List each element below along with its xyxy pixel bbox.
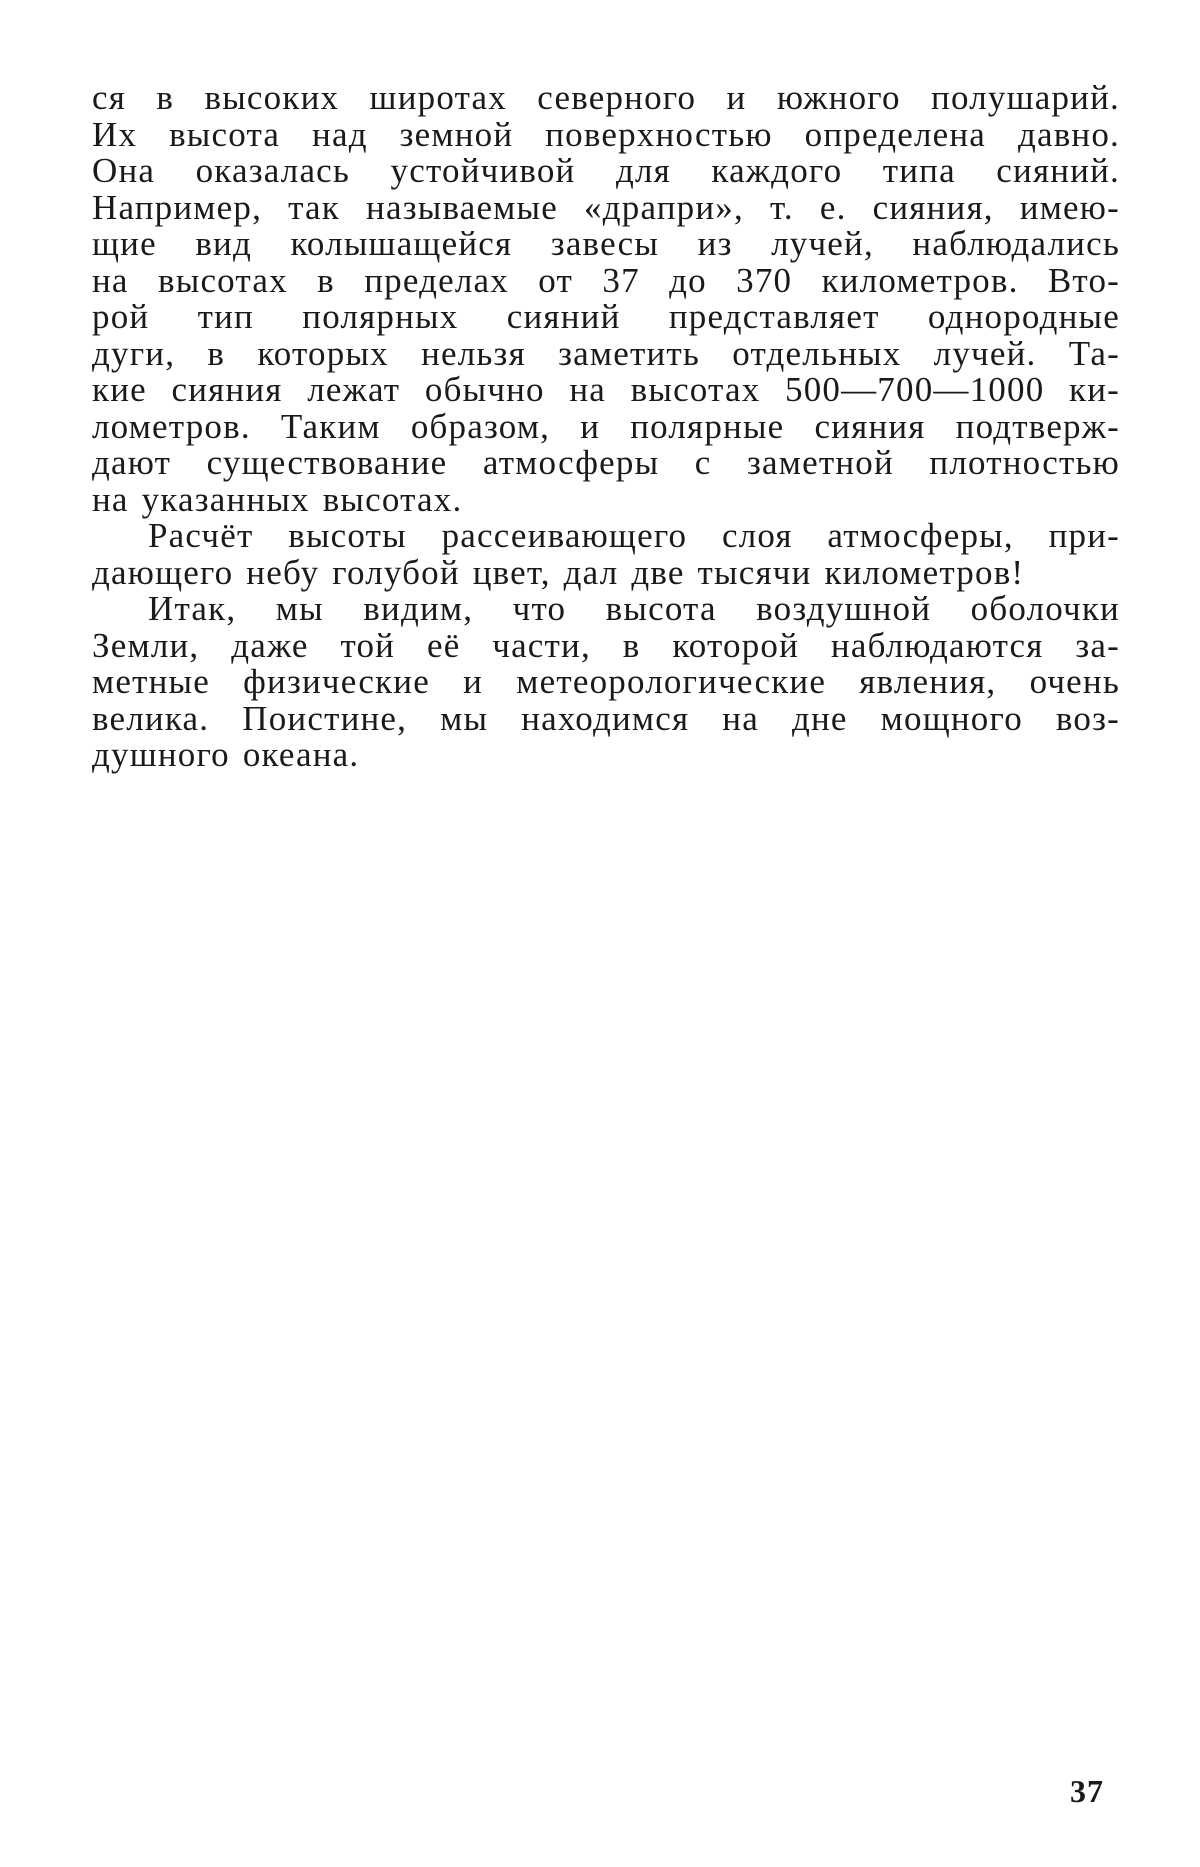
text-line: дающего небу голубой цвет, дал две тысячи километров! [92, 552, 1025, 592]
page-number: 37 [1070, 1773, 1104, 1809]
text-line: дают существование атмосферы с заметной плотностью [92, 443, 1120, 482]
text-line: велика. Поистине, мы находимся на дне мощного воз- [92, 698, 1120, 738]
text-line: душного океана. [92, 735, 360, 774]
text-line: кие сияния лежат обычно на высотах 500—700—1000 ки- [92, 370, 1120, 409]
text-line: метные физические и метеорологические явления, очень [92, 662, 1120, 701]
text-line: щие вид колышащейся завесы из лучей, наблюдались [92, 224, 1120, 263]
body-text [92, 80, 1120, 774]
text-line: Например, так называемые «драпри», т. е. сияния, имею- [92, 187, 1120, 227]
text-line: Итак, мы видим, что высота воздушной оболочки [148, 589, 1120, 628]
text-line: Расчёт высоты рассеивающего слоя атмосферы, при- [148, 516, 1120, 555]
text-line: лометров. Таким образом, и полярные сияния подтверж- [92, 406, 1120, 446]
text-line: дуги, в которых нельзя заметить отдельных лучей. Та- [92, 333, 1120, 373]
text-line: на указанных высотах. [92, 479, 463, 519]
text-line: рой тип полярных сияний представляет однородные [92, 297, 1120, 336]
text-line: Земли, даже той её части, в которой наблюдаются за- [92, 625, 1120, 665]
text-line: на высотах в пределах от 37 до 370 километров. Вто- [92, 260, 1120, 300]
text-line: Их высота над земной поверхностью определена давно. [92, 114, 1120, 154]
text-line: ся в высоких широтах северного и южного полушарий. [92, 78, 1120, 117]
text-line: Она оказалась устойчивой для каждого типа сияний. [92, 151, 1120, 190]
